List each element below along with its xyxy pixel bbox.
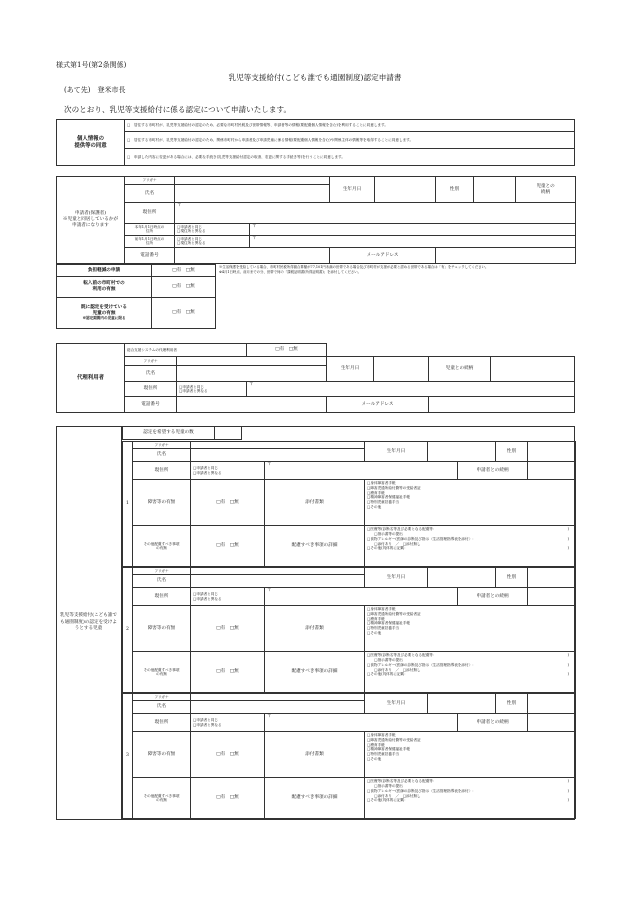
attached-doc-option[interactable]: □精神障害者保健福祉手帳: [367, 621, 410, 626]
child-furigana-label: フリガナ: [133, 568, 191, 575]
attached-doc-option[interactable]: □その他: [367, 631, 382, 636]
applicant-name-label: 氏名: [125, 185, 175, 203]
child-disability-label: 障害等の有無: [133, 605, 191, 651]
care-detail-option[interactable]: □添付あり ／ □添付無し: [367, 793, 421, 798]
applicant-jan1-label: 本年1月1日時点の 住所: [125, 223, 175, 235]
child-name-field[interactable]: [191, 449, 365, 462]
applicant-furigana-label: フリガナ: [125, 177, 175, 185]
same-option[interactable]: □申請者と同じ: [193, 592, 218, 597]
attached-doc-option[interactable]: □その他: [367, 505, 382, 510]
attached-doc-option[interactable]: □特別児童扶養手当: [367, 626, 400, 631]
care-detail-option[interactable]: □指示書等の提出: [367, 531, 403, 536]
attached-doc-option[interactable]: □精神障害者保健福祉手帳: [367, 747, 410, 752]
child-detail-label: 配慮すべき事項の詳細: [265, 777, 365, 818]
diff-option[interactable]: □申請者と異なる: [179, 389, 208, 394]
child-birth-field[interactable]: [428, 442, 496, 462]
same-option[interactable]: □申請者と同じ: [193, 466, 218, 471]
child-sex-field[interactable]: [528, 442, 576, 462]
agent-furigana-label: フリガナ: [125, 357, 177, 366]
child-sex-field[interactable]: [528, 568, 576, 588]
care-detail-option[interactable]: □その他(具体的に記載： ): [367, 546, 569, 551]
other-child-sub: ※認定期間内の児童に限る: [82, 316, 126, 321]
child-relation-field[interactable]: [528, 714, 576, 731]
agent-mail-label: メールアドレス: [327, 397, 429, 413]
child-detail-label: 配慮すべき事項の詳細: [265, 525, 365, 566]
attached-doc-option[interactable]: □障害児通所給付費等の受給者証: [367, 611, 421, 616]
status-table: [56, 264, 216, 329]
same-option[interactable]: □申請者と同じ: [177, 236, 202, 241]
applicant-phone-field[interactable]: [175, 247, 330, 263]
child-care-label: その他配慮すべき事項 の有無: [133, 777, 191, 818]
agent-relation-field[interactable]: [491, 357, 575, 381]
applicant-relation-label: 児童との 続柄: [516, 177, 576, 203]
child-docs[interactable]: [365, 479, 576, 525]
applicant-sex-field[interactable]: [474, 177, 516, 203]
child-attach-label: 添付書類: [265, 731, 365, 777]
child-disability-label: 障害等の有無: [133, 731, 191, 777]
moved-label: 転入前の市町村での 利用の有無: [57, 277, 152, 297]
child-relation-field[interactable]: [528, 462, 576, 479]
child-detail-label: 配慮すべき事項の詳細: [265, 651, 365, 692]
child-relation-label: 申請者との続柄: [458, 588, 528, 605]
addressee: (あて先) 登米市長: [64, 86, 126, 94]
child-sex-label: 性別: [496, 568, 528, 588]
diff-option[interactable]: □現住所と異なる: [177, 229, 206, 234]
other-child-cell: [57, 297, 152, 328]
care-detail-option[interactable]: □食物アレルギー(医師の診断及び指示〈生活管理指導表を添付〉： ): [367, 536, 569, 541]
agent-address-field[interactable]: 〒: [247, 381, 575, 397]
agent-system-label: 総合支援システムの代理利用者: [125, 344, 247, 357]
agent-phone-label: 電話番号: [125, 397, 177, 413]
child-address-field[interactable]: 〒: [265, 462, 458, 479]
child-address-options[interactable]: [191, 588, 265, 605]
agent-label: 代理利用者: [57, 344, 125, 413]
attached-doc-option[interactable]: □身体障害者手帳: [367, 606, 396, 611]
child-details[interactable]: [365, 525, 576, 566]
child-furigana-label: フリガナ: [133, 442, 191, 449]
child-details[interactable]: [365, 777, 576, 818]
child-disability-options[interactable]: □有 □無: [191, 731, 265, 777]
child-address-field[interactable]: 〒: [265, 714, 458, 731]
child-number: 2: [123, 568, 133, 693]
child-furigana-field[interactable]: [191, 694, 365, 701]
attached-doc-option[interactable]: □特別児童扶養手当: [367, 752, 400, 757]
other-child-options[interactable]: □有 □無: [152, 297, 216, 328]
form-title: 乳児等支援給付(こども誰でも通園制度)認定申請書: [228, 73, 402, 82]
attached-doc-option[interactable]: □障害児通所給付費等の受給者証: [367, 737, 421, 742]
child-birth-label: 生年月日: [365, 694, 428, 714]
same-option[interactable]: □申請者と同じ: [177, 224, 202, 229]
agent-furigana-field[interactable]: [177, 357, 327, 366]
same-option[interactable]: □申請者と同じ: [179, 384, 204, 389]
child-birth-label: 生年月日: [365, 442, 428, 462]
diff-option[interactable]: □申請者と異なる: [193, 470, 222, 475]
child-name-field[interactable]: [191, 701, 365, 714]
agent-relation-label: 児童との続柄: [429, 357, 491, 381]
child-care-options[interactable]: □有 □無: [191, 525, 265, 566]
care-detail-option[interactable]: □その他(具体的に記載： ): [367, 672, 569, 677]
intro-text: 次のとおり、乳児等支援給付に係る認定について申請いたします。: [64, 105, 292, 114]
applicant-birth-field[interactable]: [375, 177, 436, 203]
same-option[interactable]: □申請者と同じ: [193, 718, 218, 723]
child-disability-options[interactable]: □有 □無: [191, 605, 265, 651]
care-detail-option[interactable]: □添付あり ／ □添付無し: [367, 667, 421, 672]
care-detail-option[interactable]: □添付あり ／ □添付無し: [367, 541, 421, 546]
care-detail-option[interactable]: □指示書等の提出: [367, 657, 403, 662]
care-detail-option[interactable]: □その他(具体的に記載： ): [367, 798, 569, 803]
child-care-options[interactable]: □有 □無: [191, 651, 265, 692]
attached-doc-option[interactable]: □障害児通所給付費等の受給者証: [367, 485, 421, 490]
child-number: 1: [123, 442, 133, 567]
attached-doc-option[interactable]: □特別児童扶養手当: [367, 500, 400, 505]
applicant-jan1-options[interactable]: [175, 223, 250, 235]
consent-item-1[interactable]: □ 居住する市町村が、乳児等支援給付の認定のため、必要な市町村民税及び世帯情報等、申請者等の情報(要配慮個人情報を含む)を利用することに同意します。: [125, 120, 575, 132]
agent-name-label: 氏名: [125, 366, 177, 382]
children-label: 乳児等支援給付(こども誰でも通園制度)の認定を受けようとする児童: [56, 426, 122, 820]
care-detail-option[interactable]: □指示書等の提出: [367, 783, 403, 788]
applicant-jan1-field[interactable]: 〒: [250, 223, 576, 235]
moved-options[interactable]: □有 □無: [152, 277, 216, 297]
child-name-label: 氏名: [133, 449, 191, 462]
applicant-sex-label: 性別: [436, 177, 474, 203]
child-name-label: 氏名: [133, 575, 191, 588]
diff-option[interactable]: □現住所と異なる: [177, 241, 206, 246]
consent-item-2[interactable]: □ 居住する市町村が、乳児等支援給付の認定のため、関係市町村から申請者及び申請児童に係る情報(要配慮個人情報を含む)や関係主体の情報等を取得することに同意します。: [125, 132, 575, 149]
child-address-label: 現住所: [133, 714, 191, 731]
child-relation-label: 申請者との続柄: [458, 714, 528, 731]
child-care-options[interactable]: □有 □無: [191, 777, 265, 818]
child-attach-label: 添付書類: [265, 479, 365, 525]
applicant-jan1-prev-field[interactable]: 〒: [250, 235, 576, 247]
child-birth-field[interactable]: [428, 694, 496, 714]
burden-label: 負担軽減の申請: [57, 265, 152, 277]
attached-doc-option[interactable]: □精神障害者保健福祉手帳: [367, 495, 410, 500]
child-furigana-label: フリガナ: [133, 694, 191, 701]
applicant-label: 申請者(保護者) ※児童と同居しているかが 申請者になります: [57, 177, 125, 264]
child-disability-label: 障害等の有無: [133, 479, 191, 525]
applicant-jan1-prev-options[interactable]: [175, 235, 250, 247]
care-detail-option[interactable]: □医療等(診断名等及び必要となる配慮等： ): [367, 778, 569, 783]
form-number: 様式第1号(第2条関係): [56, 61, 127, 69]
burden-note: ※生活保護を受給している場合、市町村民税所得割合算額が77,101円未満の世帯である場合及び市町村が支援が必要と認める世帯である場合は「有」をチェックしてください。 ※4月1日時点、前月までの分、世帯で何の「課税証明書(所得証明書)」を添付してください。: [219, 265, 489, 274]
child-address-field[interactable]: 〒: [265, 588, 458, 605]
child-sex-field[interactable]: [528, 694, 576, 714]
children-count-field[interactable]: [215, 427, 242, 440]
child-birth-label: 生年月日: [365, 568, 428, 588]
applicant-address-label: 現住所: [125, 203, 175, 223]
care-detail-option[interactable]: □食物アレルギー(医師の診断及び指示〈生活管理指導表を添付〉： ): [367, 788, 569, 793]
agent-address-label: 現住所: [125, 381, 177, 397]
agent-table: [56, 343, 575, 413]
applicant-birth-label: 生年月日: [330, 177, 375, 203]
child-furigana-field[interactable]: [191, 442, 365, 449]
child-care-label: その他配慮すべき事項 の有無: [133, 525, 191, 566]
agent-phone-field[interactable]: [177, 397, 327, 413]
child-docs[interactable]: [365, 731, 576, 777]
child-docs[interactable]: [365, 605, 576, 651]
child-address-options[interactable]: [191, 714, 265, 731]
child-attach-label: 添付書類: [265, 605, 365, 651]
attached-doc-option[interactable]: □療育手帳: [367, 490, 385, 495]
applicant-address-field[interactable]: 〒: [175, 203, 576, 223]
child-relation-label: 申請者との続柄: [458, 462, 528, 479]
applicant-table: [56, 176, 576, 264]
agent-blank: [327, 344, 575, 357]
child-disability-options[interactable]: □有 □無: [191, 479, 265, 525]
child-care-label: その他配慮すべき事項 の有無: [133, 651, 191, 692]
child-entry: [122, 567, 576, 693]
child-sex-label: 性別: [496, 694, 528, 714]
child-entry: [122, 693, 576, 819]
child-sex-label: 性別: [496, 442, 528, 462]
child-entry: [122, 441, 576, 567]
attached-doc-option[interactable]: □療育手帳: [367, 616, 385, 621]
child-address-label: 現住所: [133, 462, 191, 479]
care-detail-option[interactable]: □食物アレルギー(医師の診断及び指示〈生活管理指導表を添付〉： ): [367, 662, 569, 667]
child-number: 3: [123, 694, 133, 819]
applicant-mail-label: メールアドレス: [330, 247, 436, 263]
agent-mail-field[interactable]: [429, 397, 575, 413]
consent-table: [56, 119, 575, 166]
applicant-mail-field[interactable]: [436, 247, 576, 263]
child-address-label: 現住所: [133, 588, 191, 605]
diff-option[interactable]: □申請者と異なる: [193, 722, 222, 727]
agent-birth-field[interactable]: [374, 357, 429, 381]
agent-system-options[interactable]: □有 □無: [247, 344, 327, 357]
applicant-phone-label: 電話番号: [125, 247, 175, 263]
burden-options[interactable]: □有 □無: [152, 265, 216, 277]
child-furigana-field[interactable]: [191, 568, 365, 575]
child-relation-field[interactable]: [528, 588, 576, 605]
care-detail-option[interactable]: □医療等(診断名等及び必要となる配慮等： ): [367, 652, 569, 657]
consent-label: 個人情報の 提供等の同意: [57, 120, 125, 166]
child-birth-field[interactable]: [428, 568, 496, 588]
diff-option[interactable]: □申請者と異なる: [193, 596, 222, 601]
children-count-label: 認定を希望する児童の数: [123, 427, 215, 440]
attached-doc-option[interactable]: □身体障害者手帳: [367, 732, 396, 737]
agent-birth-label: 生年月日: [327, 357, 374, 381]
children-count-table: [122, 426, 242, 440]
other-child-label: 既に認定を受けている 児童の有無: [81, 304, 127, 316]
child-details[interactable]: [365, 651, 576, 692]
applicant-furigana-field[interactable]: [175, 177, 330, 185]
care-detail-option[interactable]: □医療等(診断名等及び必要となる配慮等： ): [367, 526, 569, 531]
consent-item-3[interactable]: □ 申請した内容に変更がある場合には、必要な手続き(乳児等支援給付認定の取消、変更に関する手続き等)を行うことに同意します。: [125, 149, 575, 166]
attached-doc-option[interactable]: □その他: [367, 757, 382, 762]
applicant-name-field[interactable]: [175, 185, 330, 203]
agent-name-field[interactable]: [177, 366, 327, 382]
agent-address-options[interactable]: [177, 381, 247, 397]
child-name-field[interactable]: [191, 575, 365, 588]
attached-doc-option[interactable]: □療育手帳: [367, 742, 385, 747]
child-address-options[interactable]: [191, 462, 265, 479]
attached-doc-option[interactable]: □身体障害者手帳: [367, 480, 396, 485]
child-name-label: 氏名: [133, 701, 191, 714]
applicant-jan1-prev-label: 前年1月1日時点の 住所: [125, 235, 175, 247]
